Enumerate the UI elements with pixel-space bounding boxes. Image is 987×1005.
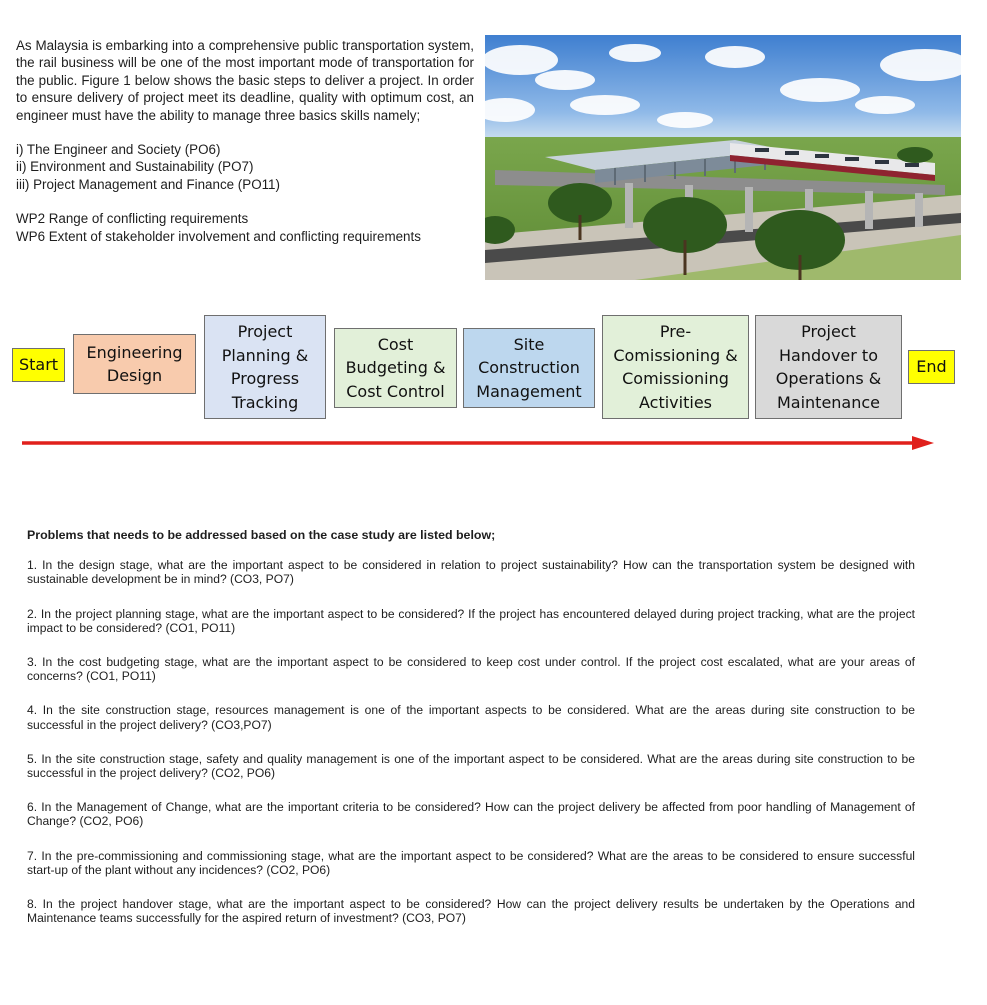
skill-item: ii) Environment and Sustainability (PO7)	[16, 159, 254, 175]
flow-step-line: Budgeting &	[345, 358, 446, 378]
flow-step-line: Engineering	[86, 342, 183, 362]
problem-item: 4. In the site construction stage, resources management is one of the important aspects to be considered. What are the areas during site construction to be successful in the project delivery? (CO3,PO7)	[27, 703, 915, 732]
flow-step-handover	[755, 315, 902, 419]
skill-item: iii) Project Management and Finance (PO11)	[16, 176, 280, 192]
flow-step-line: Comissioning	[622, 369, 729, 388]
intro-text	[16, 37, 474, 245]
flow-step-line: Handover to	[779, 345, 878, 365]
problem-item: 3. In the cost budgeting stage, what are the important aspect to be considered to keep cost under control. If the project cost escalated, what are your areas of concerns? (CO1, PO11)	[27, 655, 915, 684]
problem-item: 2. In the project planning stage, what are the important aspect to be considered? If the project has encountered delayed during project tracking, what are the project impact to be considered? (CO1, PO11)	[27, 606, 915, 635]
wp-item: WP2 Range of conflicting requirements	[16, 211, 249, 227]
timeline-arrow	[22, 432, 934, 454]
problem-item: 8. In the project handover stage, what are the important aspect to be considered? How can the project delivery results be undertaken by the Operations and Maintenance teams successfully for the aspired return of investment? (CO3, PO7)	[27, 897, 915, 926]
flow-step-line: Operations &	[775, 369, 882, 388]
flow-start-label: Start	[18, 355, 59, 375]
flow-step-engineering-design	[73, 334, 196, 394]
flow-step-line: Activities	[639, 392, 712, 412]
flow-end-label: End	[916, 357, 947, 377]
flow-step-line: Cost	[377, 334, 414, 354]
rail-station-illustration	[485, 35, 961, 280]
intro-paragraph: As Malaysia is embarking into a comprehensive public transportation system, the rail business will be one of the most important mode of transportation for the public. Figure 1 below shows the basic steps to deliver a project. In order to ensure delivery of project meet its deadline, quality with optimum cost, an engineer must have the ability to manage three basics skills namely;	[16, 38, 474, 123]
wp-item: WP6 Extent of stakeholder involvement and conflicting requirements	[16, 228, 421, 244]
flow-step-project-planning	[204, 315, 326, 419]
flow-step-line: Cost Control	[346, 381, 445, 401]
flow-step-commissioning	[602, 315, 749, 419]
problem-item: 6. In the Management of Change, what are the important criteria to be considered? How can the project delivery be affected from poor handling of Management of Change? (CO2, PO6)	[27, 800, 915, 829]
problems-list	[27, 558, 915, 925]
problem-item: 1. In the design stage, what are the important aspect to be considered in relation to project sustainability? How can the transportation system be designed with sustainable development be in mind? (CO3, PO7)	[27, 558, 915, 587]
flow-step-line: Management	[476, 381, 582, 401]
flow-start	[12, 348, 65, 382]
flow-step-line: Site	[513, 334, 545, 354]
skill-item: i) The Engineer and Society (PO6)	[16, 142, 221, 158]
problem-item: 7. In the pre-commissioning and commissioning stage, what are the important aspect to be considered? What are the areas to be considered to ensure successful start-up of the plant without any incidences? (CO2, PO6)	[27, 848, 915, 877]
flow-step-line: Progress	[230, 369, 300, 388]
flow-step-line: Maintenance	[776, 392, 881, 412]
flow-step-line: Tracking	[231, 392, 299, 412]
flow-step-site-construction	[463, 328, 595, 408]
flow-step-line: Project	[237, 322, 293, 341]
flow-step-line: Construction	[478, 358, 580, 378]
flow-end	[908, 350, 955, 384]
problems-heading: Problems that needs to be addressed based on the case study are listed below;	[27, 528, 496, 542]
flow-step-line: Project	[801, 322, 856, 341]
problem-item: 5. In the site construction stage, safety and quality management is one of the important aspect to be considered. What are the areas during site construction to be successful in the project delivery? (CO2, PO6)	[27, 751, 915, 781]
flow-step-line: Pre-	[659, 322, 692, 341]
flow-step-line: Planning &	[221, 345, 309, 365]
flow-step-line: Design	[106, 366, 163, 385]
flow-step-line: Comissioning &	[613, 345, 738, 365]
problems-section	[27, 528, 915, 945]
flow-step-cost-budgeting	[334, 328, 457, 408]
